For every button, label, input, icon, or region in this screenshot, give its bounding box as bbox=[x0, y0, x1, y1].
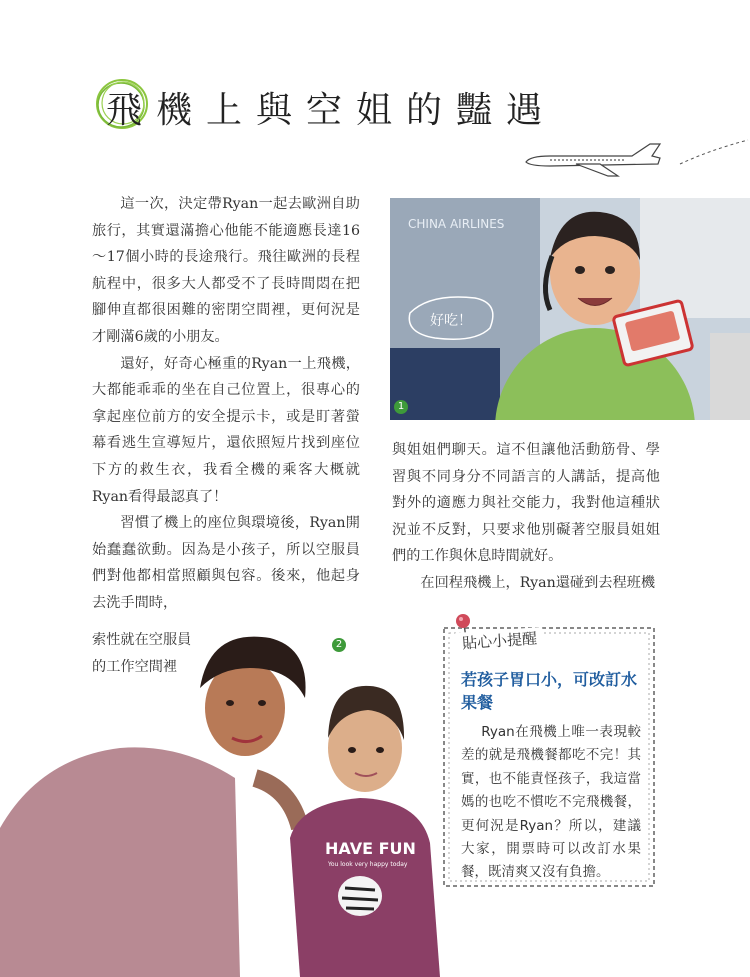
tip-label: 貼心小提醒 bbox=[455, 627, 543, 654]
tip-heading: 若孩子胃口小，可改訂水果餐 bbox=[461, 670, 638, 712]
photo-boy-eating-image bbox=[390, 198, 750, 420]
photo-number-badge: 1 bbox=[394, 400, 408, 414]
speech-bubble-text: 好吃！ bbox=[430, 313, 472, 329]
body-column-left bbox=[92, 191, 360, 617]
photo-boy-with-attendant bbox=[0, 628, 450, 977]
paragraph: 習慣了機上的座位與環境後，Ryan開始蠢蠢欲動。因為是小孩子，所以空服員們對他都相當照顧與包容。後來，他起身去洗手間時， bbox=[92, 515, 360, 611]
seat-label: CHINA AIRLINES bbox=[408, 217, 505, 231]
photo-boy-eating bbox=[390, 198, 750, 420]
paragraph: 還好，好奇心極重的Ryan一上飛機，大都能乖乖的坐在自己位置上，很專心的拿起座位前方的安全提示卡，或是盯著螢幕看逃生宣導短片，還依照短片找到座位下方的救生衣，我看全機的乘客大概就Ryan看得最認真了！ bbox=[92, 355, 360, 505]
paragraph: 這一次，決定帶Ryan一起去歐洲自助旅行，其實還滿擔心他能不能適應長達16～17個小時的長途飛行。飛往歐洲的長程航程中，很多大人都受不了長時間悶在把腳伸直都很困難的密閉空間裡，更何況是才剛滿6歲的小朋友。 bbox=[92, 196, 360, 345]
shirt-subtext: You look very happy today bbox=[328, 861, 408, 868]
page-title: 飛機上與空姐的豔遇 bbox=[106, 90, 557, 131]
airplane-icon bbox=[520, 136, 750, 186]
shirt-text: HAVE FUN bbox=[325, 839, 416, 858]
body-column-right bbox=[392, 437, 660, 597]
photo-boy-with-attendant-image bbox=[0, 628, 450, 977]
text-line: 的工作空間裡 bbox=[92, 658, 178, 675]
title-area bbox=[92, 76, 562, 136]
tip-body: Ryan在飛機上唯一表現較差的就是飛機餐都吃不完！其實，也不能責怪孩子，我這當媽的也吃不慣吃不完飛機餐，更何況是Ryan？所以，建議大家，開票時可以改訂水果餐，既清爽又沒有負擔。 bbox=[461, 724, 641, 881]
photo-number-badge: 2 bbox=[332, 638, 346, 652]
text-line: 索性就在空服員 bbox=[92, 632, 192, 648]
paragraph: 在回程飛機上，Ryan還碰到去程班機 bbox=[420, 574, 656, 591]
paragraph: 與姐姐們聊天。這不但讓他活動筋骨、學習與不同身分不同語言的人講話，提高他對外的適應力與社交能力，我對他這種狀況並不反對，只要求他別礙著空服員姐姐們的工作與休息時間就好。 bbox=[392, 442, 660, 565]
